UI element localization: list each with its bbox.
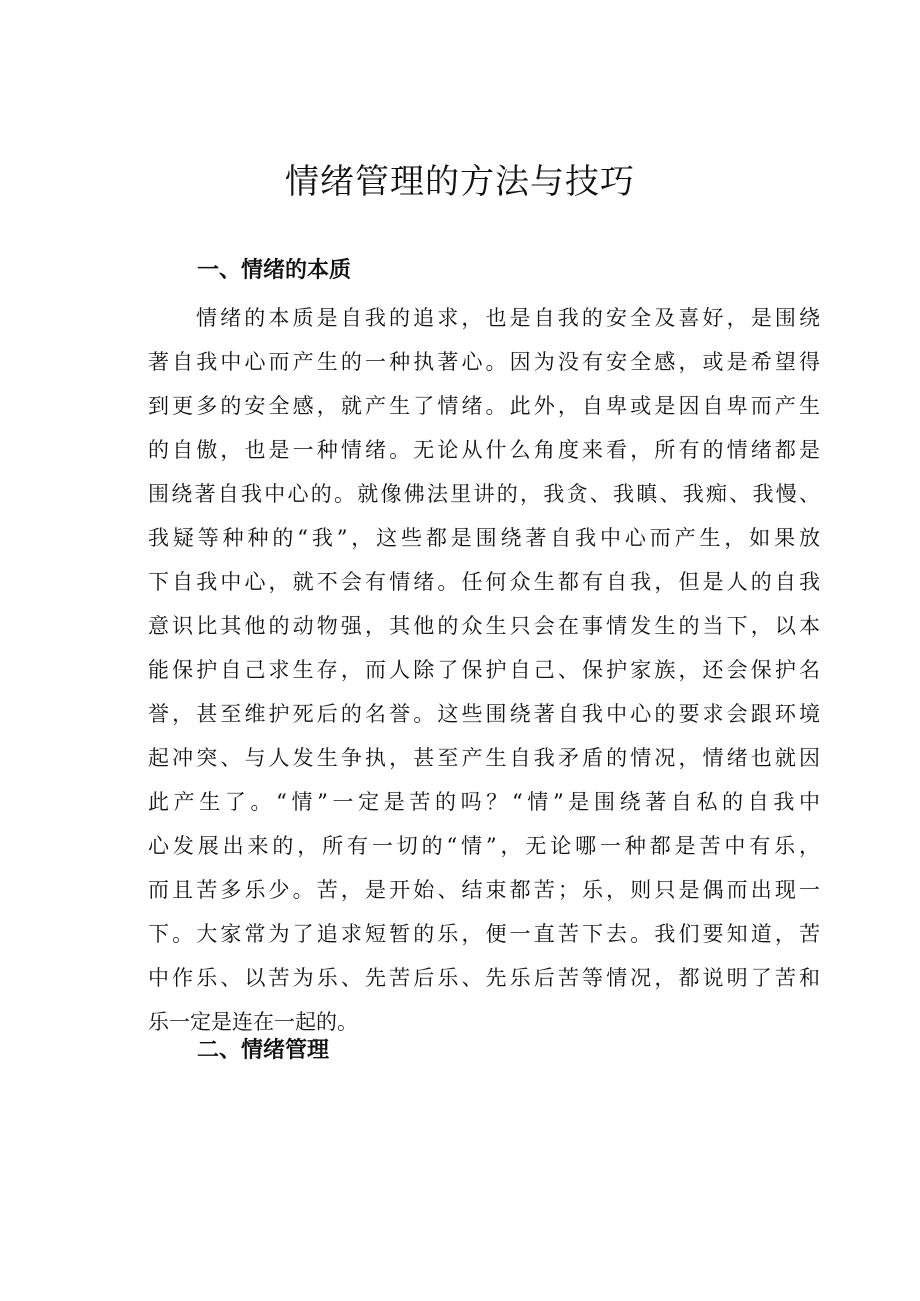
paragraph-line: 情绪的本质是自我的追求，也是自我的安全及喜好，是围绕 (196, 306, 820, 330)
section-heading-2: 二、情绪管理 (197, 1038, 330, 1063)
paragraph-line: 意识比其他的动物强，其他的众生只会在事情发生的当下，以本 (148, 614, 820, 638)
paragraph-line: 此产生了。“情”一定是苦的吗？“情”是围绕著自私的自我中 (148, 790, 820, 814)
paragraph-line: 的自傲，也是一种情绪。无论从什么角度来看，所有的情绪都是 (148, 438, 820, 462)
paragraph-line: 围绕著自我中心的。就像佛法里讲的，我贪、我瞋、我痴、我慢、 (148, 482, 820, 506)
paragraph-line: 下自我中心，就不会有情绪。任何众生都有自我，但是人的自我 (148, 570, 820, 594)
paragraph-line: 我疑等种种的“我”，这些都是围绕著自我中心而产生，如果放 (148, 526, 820, 550)
document-title: 情绪管理的方法与技巧 (285, 162, 635, 202)
paragraph-line: 而且苦多乐少。苦，是开始、结束都苦；乐，则只是偶而出现一 (148, 878, 820, 902)
paragraph-line: 到更多的安全感，就产生了情绪。此外，自卑或是因自卑而产生 (148, 394, 820, 418)
paragraph-line: 起冲突、与人发生争执，甚至产生自我矛盾的情况，情绪也就因 (148, 746, 820, 770)
section-1-paragraph (148, 296, 820, 1044)
paragraph-line: 誉，甚至维护死后的名誉。这些围绕著自我中心的要求会跟环境 (148, 702, 820, 726)
paragraph-line: 乐一定是连在一起的。 (148, 1010, 358, 1034)
paragraph-line: 中作乐、以苦为乐、先苦后乐、先乐后苦等情况，都说明了苦和 (148, 966, 820, 990)
paragraph-line: 著自我中心而产生的一种执著心。因为没有安全感，或是希望得 (148, 350, 820, 374)
paragraph-line: 能保护自己求生存，而人除了保护自己、保护家族，还会保护名 (148, 658, 820, 682)
section-heading-1: 一、情绪的本质 (197, 258, 352, 283)
paragraph-line: 心发展出来的，所有一切的“情”，无论哪一种都是苦中有乐， (148, 834, 820, 858)
paragraph-line: 下。大家常为了追求短暂的乐，便一直苦下去。我们要知道，苦 (148, 922, 820, 946)
